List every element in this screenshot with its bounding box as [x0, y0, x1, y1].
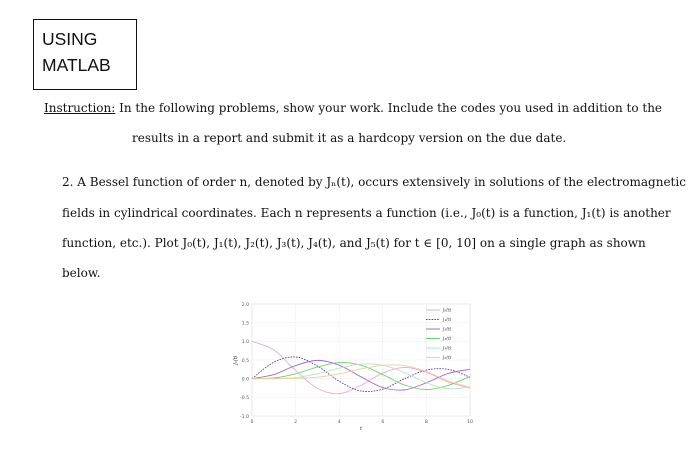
x-tick-label: 8: [424, 420, 428, 425]
legend-label-j0: J₀(t): [443, 308, 452, 314]
x-tick-label: 2: [294, 420, 298, 425]
y-tick-label: -1.0: [240, 414, 249, 420]
title-line-matlab: MATLAB: [42, 55, 111, 75]
problem-line-1: 2. A Bessel function of order n, denoted by Jₙ(t), occurs extensively in solutions of the electromagnetic: [62, 175, 686, 189]
problem-line-2: fields in cylindrical coordinates. Each n represents a function (i.e., J₀(t) is a function, J₁(t) is another: [62, 206, 671, 220]
x-tick-label: 4: [337, 420, 341, 425]
x-axis-label: t: [360, 426, 362, 432]
y-axis-label: Jₙ(t): [234, 355, 239, 365]
title-line-using: USING: [42, 29, 98, 49]
legend-label-j1: J₁(t): [443, 318, 452, 324]
title-box: [33, 19, 137, 90]
y-tick-label: 2.0: [241, 302, 249, 308]
legend-label-j4: J₄(t): [443, 346, 452, 352]
legend-label-j5: J₅(t): [443, 356, 452, 362]
y-tick-label: 0.5: [241, 358, 249, 364]
y-tick-label: 0.0: [241, 377, 249, 383]
series-line-j0: [252, 341, 470, 393]
instruction-text-1: In the following problems, show your work. Include the codes you used in addition to the: [115, 101, 663, 115]
instruction-line-1: [44, 101, 662, 115]
y-tick-label: -0.5: [240, 396, 249, 402]
problem-line-3: function, etc.). Plot J₀(t), J₁(t), J₂(t), J₃(t), J₄(t), and J₅(t) for t ∈ [0, 10] on a single graph as shown: [62, 236, 646, 250]
legend-label-j2: J₂(t): [443, 327, 452, 333]
instruction-line-2: results in a report and submit it as a hardcopy version on the due date.: [132, 131, 567, 145]
bessel-function-chart: [228, 296, 484, 432]
instruction-label: Instruction:: [44, 101, 116, 115]
legend-label-j3: J₃(t): [443, 337, 452, 343]
x-tick-label: 6: [381, 420, 385, 425]
problem-line-4: below.: [62, 266, 101, 280]
y-tick-label: 1.5: [241, 321, 249, 327]
x-tick-label: 10: [467, 420, 473, 425]
y-tick-label: 1.0: [241, 340, 249, 346]
x-tick-label: 0: [250, 420, 254, 425]
